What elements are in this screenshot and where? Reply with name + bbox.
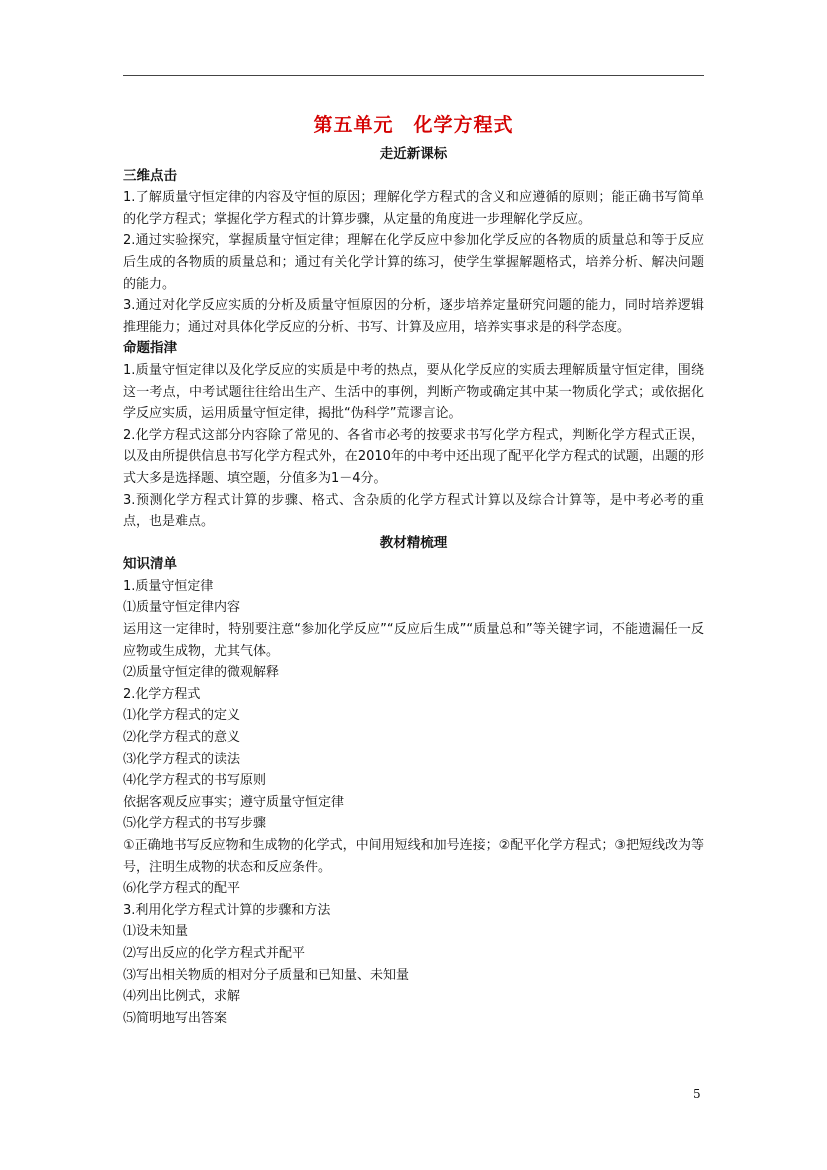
list-item: ⑵质量守恒定律的微观解释 xyxy=(123,665,280,681)
page-body xyxy=(123,112,704,1029)
paragraph: 1.了解质量守恒定律的内容及守恒的原因；理解化学方程式的含义和应遵循的原则；能正确书写简单的化学方程式；掌握化学方程式的计算步骤，从定量的角度进一步理解化学反应。 xyxy=(123,190,704,227)
list-item: ①正确地书写反应物和生成物的化学式，中间用短线和加号连接；②配平化学方程式；③把短线改为等号，注明生成物的状态和反应条件。 xyxy=(123,838,704,875)
subheading-3d: 三维点击 xyxy=(123,167,177,184)
list-item: ⑸化学方程式的书写步骤 xyxy=(123,816,267,832)
list-item: ⑴设未知量 xyxy=(123,924,189,940)
list-item: ⑶化学方程式的读法 xyxy=(123,751,241,767)
list-item: ⑵写出反应的化学方程式并配平 xyxy=(123,945,306,961)
list-item: 运用这一定律时，特别要注意“参加化学反应”“反应后生成”“质量总和”等关键字词，不能遗漏任一反应物或生成物，尤其气体。 xyxy=(123,622,704,659)
list-item: 依据客观反应事实；遵守质量守恒定律 xyxy=(123,794,345,810)
page-number: 5 xyxy=(693,1087,701,1101)
paragraph: 3.预测化学方程式计算的步骤、格式、含杂质的化学方程式计算以及综合计算等，是中考必考的重点，也是难点。 xyxy=(123,492,704,530)
list-item: ⑸简明地写出答案 xyxy=(123,1010,228,1026)
paragraph: 1.质量守恒定律以及化学反应的实质是中考的热点，要从化学反应的实质去理解质量守恒定律，围绕这一考点，中考试题往往给出生产、生活中的事例，判断产物或确定其中某一物质化学式；或依据化学反应实质，运用质量守恒定律，揭批“伪科学”荒谬言论。 xyxy=(123,362,704,422)
list-item: ⑷列出比例式，求解 xyxy=(123,989,241,1005)
page-title: 第五单元 化学方程式 xyxy=(313,114,514,136)
subheading-exam-guide: 命题指津 xyxy=(123,340,177,357)
section-heading-new-standard: 走近新课标 xyxy=(379,146,448,162)
list-item: ⑴化学方程式的定义 xyxy=(123,708,241,724)
list-item: ⑷化学方程式的书写原则 xyxy=(123,773,267,789)
paragraph: 2.通过实验探究，掌握质量守恒定律；理解在化学反应中参加化学反应的各物质的质量总和等于反应后生成的各物质的质量总和；通过有关化学计算的练习，使学生掌握解题格式，培养分析、解决问题的能力。 xyxy=(123,233,704,292)
list-item: 1.质量守恒定律 xyxy=(123,578,214,594)
list-item: ⑹化学方程式的配平 xyxy=(123,881,241,897)
list-item: ⑴质量守恒定律内容 xyxy=(123,600,241,616)
header-rule xyxy=(123,75,704,76)
subheading-knowledge-list: 知识清单 xyxy=(123,556,177,573)
list-item: ⑶写出相关物质的相对分子质量和已知量、未知量 xyxy=(123,967,410,983)
paragraph: 3.通过对化学反应实质的分析及质量守恒原因的分析，逐步培养定量研究问题的能力，同时培养逻辑推理能力；通过对具体化学反应的分析、书写、计算及应用，培养实事求是的科学态度。 xyxy=(123,298,704,335)
list-item: 2.化学方程式 xyxy=(123,686,201,702)
list-item: 3.利用化学方程式计算的步骤和方法 xyxy=(123,902,331,918)
paragraph: 2.化学方程式这部分内容除了常见的、各省市必考的按要求书写化学方程式，判断化学方程式正误，以及由所提供信息书写化学方程式外，在2010年的中考中还出现了配平化学方程式的试题，出题的形式大多是选择题、填空题，分值多为1－4分。 xyxy=(123,427,704,486)
list-item: ⑵化学方程式的意义 xyxy=(123,730,241,746)
section-heading-textbook: 教材精梳理 xyxy=(379,534,448,551)
